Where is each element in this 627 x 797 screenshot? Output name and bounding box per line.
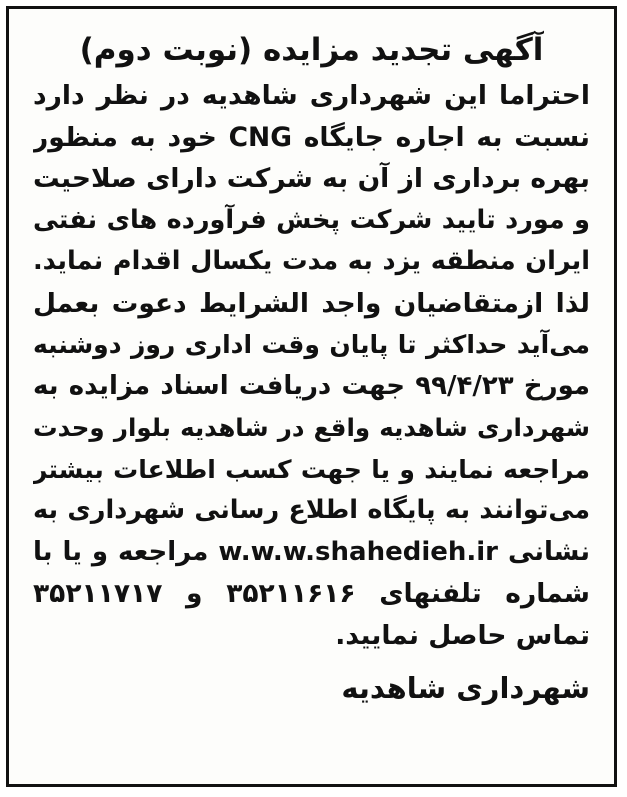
notice-line: و مورد تایید شرکت پخش فرآورده های نفتی xyxy=(33,204,590,235)
notice-line: احتراما این شهرداری شاهدیه در نظر دارد xyxy=(33,80,590,111)
notice-line: می‌آید حداکثر تا پایان وقت اداری روز دوشنبه xyxy=(33,330,590,359)
notice-body xyxy=(33,75,590,656)
notice-line-address: شهرداری شاهدیه واقع در شاهدیه بلوار وحدت xyxy=(33,413,590,442)
notice-border xyxy=(6,6,617,787)
notice-line-phones: شماره تلفنهای ۳۵۲۱۱۶۱۶ و ۳۵۲۱۱۷۱۷ xyxy=(33,578,590,609)
notice-line-website: نشانی w.w.w.shahedieh.ir مراجعه و یا با xyxy=(33,536,590,567)
notice-line: لذا ازمتقاضیان واجد الشرایط دعوت بعمل xyxy=(33,287,590,319)
signature: شهرداری شاهدیه xyxy=(341,671,590,705)
notice-line: ایران منطقه یزد به مدت یکسال اقدام نماید. xyxy=(33,246,590,276)
auction-notice xyxy=(33,29,590,708)
notice-line-date: مورخ ۹۹/۴/۲۳ جهت دریافت اسناد مزایده به xyxy=(33,370,590,401)
notice-line: نسبت به اجاره جایگاه CNG خود به منظور xyxy=(33,121,590,153)
notice-line: مراجعه نمایند و یا جهت کسب اطلاعات بیشتر xyxy=(33,454,590,484)
notice-line: می‌توانند به پایگاه اطلاع رسانی شهرداری به xyxy=(33,495,590,525)
notice-line: بهره برداری از آن به شرکت دارای صلاحیت xyxy=(33,163,590,194)
notice-line: تماس حاصل نمایید. xyxy=(335,619,590,651)
notice-title: آگهی تجدید مزایده (نوبت دوم) xyxy=(79,32,544,68)
